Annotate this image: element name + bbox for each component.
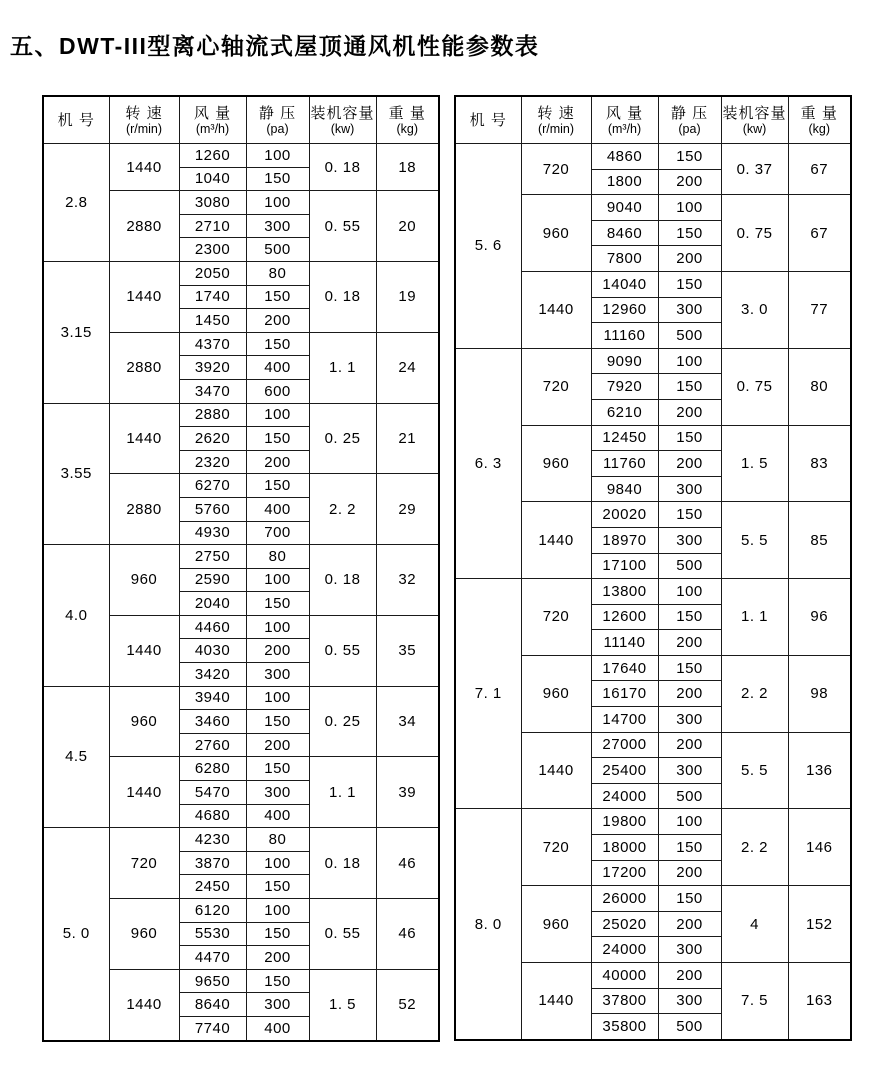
pressure-cell: 200 <box>658 246 721 272</box>
pressure-cell: 80 <box>246 828 309 852</box>
pressure-cell: 100 <box>246 899 309 923</box>
power-cell: 5. 5 <box>721 732 788 809</box>
pressure-cell: 500 <box>658 1014 721 1040</box>
column-header <box>376 96 439 144</box>
pressure-cell: 100 <box>658 809 721 835</box>
airflow-cell: 3080 <box>179 191 246 215</box>
column-unit: (kw) <box>742 121 767 136</box>
column-header <box>721 96 788 144</box>
power-cell: 1. 1 <box>309 757 376 828</box>
airflow-cell: 40000 <box>591 963 658 989</box>
pressure-cell: 400 <box>246 804 309 828</box>
rpm-cell: 960 <box>521 886 591 963</box>
pressure-cell: 100 <box>658 348 721 374</box>
weight-cell: 98 <box>788 655 851 732</box>
rpm-cell: 720 <box>521 809 591 886</box>
pressure-cell: 300 <box>246 993 309 1017</box>
pressure-cell: 200 <box>246 733 309 757</box>
model-cell: 6. 3 <box>455 348 521 578</box>
airflow-cell: 4930 <box>179 521 246 545</box>
power-cell: 0. 55 <box>309 899 376 970</box>
rpm-cell: 720 <box>521 348 591 425</box>
table-row <box>43 828 439 852</box>
airflow-cell: 24000 <box>591 783 658 809</box>
airflow-cell: 2590 <box>179 568 246 592</box>
column-label: 重 量 <box>388 104 426 122</box>
airflow-cell: 16170 <box>591 681 658 707</box>
pressure-cell: 100 <box>246 615 309 639</box>
rpm-cell: 1440 <box>109 144 179 191</box>
airflow-cell: 2040 <box>179 592 246 616</box>
pressure-cell: 80 <box>246 261 309 285</box>
table-row <box>43 144 439 168</box>
power-cell: 0. 18 <box>309 261 376 332</box>
table-row <box>455 579 851 605</box>
pressure-cell: 150 <box>246 757 309 781</box>
weight-cell: 46 <box>376 899 439 970</box>
airflow-cell: 4030 <box>179 639 246 663</box>
airflow-cell: 9650 <box>179 969 246 993</box>
column-label: 装机容量 <box>310 104 375 122</box>
airflow-cell: 4230 <box>179 828 246 852</box>
column-unit: (kg) <box>396 121 419 136</box>
rpm-cell: 960 <box>109 899 179 970</box>
table-body <box>43 144 439 1041</box>
column-header <box>179 96 246 144</box>
rpm-cell: 1440 <box>109 615 179 686</box>
weight-cell: 163 <box>788 963 851 1040</box>
column-label: 风 量 <box>605 104 644 122</box>
airflow-cell: 3920 <box>179 356 246 380</box>
column-unit: (m³/h) <box>195 121 230 136</box>
pressure-cell: 100 <box>246 851 309 875</box>
power-cell: 3. 0 <box>721 271 788 348</box>
power-cell: 0. 25 <box>309 686 376 757</box>
airflow-cell: 5530 <box>179 922 246 946</box>
airflow-cell: 13800 <box>591 579 658 605</box>
pressure-cell: 150 <box>658 144 721 170</box>
airflow-cell: 9840 <box>591 476 658 502</box>
pressure-cell: 300 <box>658 988 721 1014</box>
power-cell: 2. 2 <box>721 655 788 732</box>
airflow-cell: 14040 <box>591 271 658 297</box>
weight-cell: 39 <box>376 757 439 828</box>
weight-cell: 152 <box>788 886 851 963</box>
airflow-cell: 19800 <box>591 809 658 835</box>
weight-cell: 83 <box>788 425 851 502</box>
pressure-cell: 100 <box>246 191 309 215</box>
pressure-cell: 150 <box>246 427 309 451</box>
pressure-cell: 400 <box>246 356 309 380</box>
weight-cell: 19 <box>376 261 439 332</box>
rpm-cell: 1440 <box>109 757 179 828</box>
weight-cell: 146 <box>788 809 851 886</box>
weight-cell: 77 <box>788 271 851 348</box>
table-body <box>455 144 851 1040</box>
pressure-cell: 150 <box>246 969 309 993</box>
pressure-cell: 100 <box>246 686 309 710</box>
column-unit: (kg) <box>808 121 831 136</box>
airflow-cell: 8460 <box>591 220 658 246</box>
table-row <box>455 809 851 835</box>
column-unit: (pa) <box>678 121 701 136</box>
airflow-cell: 2620 <box>179 427 246 451</box>
column-header <box>658 96 721 144</box>
column-label: 重 量 <box>800 104 838 122</box>
table-row <box>43 545 439 569</box>
column-label: 机 号 <box>57 111 95 129</box>
rpm-cell: 1440 <box>521 271 591 348</box>
column-label: 静 压 <box>670 104 709 122</box>
column-header <box>109 96 179 144</box>
weight-cell: 21 <box>376 403 439 474</box>
column-label: 机 号 <box>469 111 507 129</box>
table-row <box>455 144 851 170</box>
pressure-cell: 150 <box>658 425 721 451</box>
table-row <box>455 348 851 374</box>
column-header <box>43 96 109 144</box>
airflow-cell: 1450 <box>179 309 246 333</box>
airflow-cell: 2760 <box>179 733 246 757</box>
pressure-cell: 500 <box>658 783 721 809</box>
table-header <box>455 96 851 144</box>
pressure-cell: 500 <box>658 323 721 349</box>
airflow-cell: 3940 <box>179 686 246 710</box>
model-cell: 8. 0 <box>455 809 521 1040</box>
column-unit: (m³/h) <box>607 121 642 136</box>
weight-cell: 35 <box>376 615 439 686</box>
power-cell: 2. 2 <box>721 809 788 886</box>
airflow-cell: 7920 <box>591 374 658 400</box>
airflow-cell: 7740 <box>179 1016 246 1040</box>
rpm-cell: 1440 <box>521 502 591 579</box>
airflow-cell: 17100 <box>591 553 658 579</box>
airflow-cell: 2320 <box>179 450 246 474</box>
pressure-cell: 200 <box>658 169 721 195</box>
pressure-cell: 400 <box>246 497 309 521</box>
airflow-cell: 6210 <box>591 399 658 425</box>
rpm-cell: 720 <box>521 144 591 195</box>
pressure-cell: 200 <box>658 963 721 989</box>
column-header <box>521 96 591 144</box>
power-cell: 4 <box>721 886 788 963</box>
pressure-cell: 400 <box>246 1016 309 1040</box>
pressure-cell: 700 <box>246 521 309 545</box>
pressure-cell: 300 <box>246 214 309 238</box>
pressure-cell: 150 <box>658 271 721 297</box>
pressure-cell: 200 <box>658 451 721 477</box>
pressure-cell: 150 <box>658 502 721 528</box>
model-cell: 5. 6 <box>455 144 521 349</box>
column-header <box>455 96 521 144</box>
pressure-cell: 150 <box>246 285 309 309</box>
column-header <box>591 96 658 144</box>
airflow-cell: 2300 <box>179 238 246 262</box>
pressure-cell: 200 <box>658 681 721 707</box>
airflow-cell: 12450 <box>591 425 658 451</box>
weight-cell: 80 <box>788 348 851 425</box>
rpm-cell: 960 <box>521 655 591 732</box>
airflow-cell: 11140 <box>591 630 658 656</box>
airflow-cell: 18000 <box>591 835 658 861</box>
pressure-cell: 300 <box>658 527 721 553</box>
power-cell: 0. 75 <box>721 348 788 425</box>
pressure-cell: 300 <box>658 476 721 502</box>
airflow-cell: 4470 <box>179 946 246 970</box>
airflow-cell: 11760 <box>591 451 658 477</box>
pressure-cell: 200 <box>246 450 309 474</box>
airflow-cell: 25020 <box>591 911 658 937</box>
pressure-cell: 100 <box>246 568 309 592</box>
weight-cell: 67 <box>788 144 851 195</box>
rpm-cell: 960 <box>109 545 179 616</box>
pressure-cell: 500 <box>246 238 309 262</box>
airflow-cell: 18970 <box>591 527 658 553</box>
power-cell: 1. 1 <box>721 579 788 656</box>
airflow-cell: 26000 <box>591 886 658 912</box>
pressure-cell: 150 <box>246 875 309 899</box>
pressure-cell: 150 <box>246 167 309 191</box>
column-unit: (kw) <box>330 121 355 136</box>
pressure-cell: 100 <box>658 579 721 605</box>
airflow-cell: 4460 <box>179 615 246 639</box>
airflow-cell: 5760 <box>179 497 246 521</box>
pressure-cell: 150 <box>658 220 721 246</box>
rpm-cell: 1440 <box>521 732 591 809</box>
airflow-cell: 6270 <box>179 474 246 498</box>
power-cell: 0. 18 <box>309 828 376 899</box>
model-cell: 3.15 <box>43 261 109 403</box>
airflow-cell: 2880 <box>179 403 246 427</box>
airflow-cell: 6280 <box>179 757 246 781</box>
weight-cell: 136 <box>788 732 851 809</box>
airflow-cell: 8640 <box>179 993 246 1017</box>
airflow-cell: 20020 <box>591 502 658 528</box>
airflow-cell: 12960 <box>591 297 658 323</box>
rpm-cell: 720 <box>109 828 179 899</box>
power-cell: 0. 75 <box>721 195 788 272</box>
power-cell: 0. 18 <box>309 545 376 616</box>
pressure-cell: 300 <box>658 758 721 784</box>
column-header <box>246 96 309 144</box>
rpm-cell: 960 <box>109 686 179 757</box>
rpm-cell: 1440 <box>109 403 179 474</box>
weight-cell: 20 <box>376 191 439 262</box>
pressure-cell: 150 <box>658 655 721 681</box>
airflow-cell: 14700 <box>591 707 658 733</box>
airflow-cell: 1040 <box>179 167 246 191</box>
power-cell: 5. 5 <box>721 502 788 579</box>
pressure-cell: 100 <box>246 403 309 427</box>
airflow-cell: 4370 <box>179 332 246 356</box>
airflow-cell: 12600 <box>591 604 658 630</box>
pressure-cell: 100 <box>658 195 721 221</box>
pressure-cell: 300 <box>246 781 309 805</box>
header-row <box>43 96 439 144</box>
column-header <box>788 96 851 144</box>
table-row <box>43 686 439 710</box>
weight-cell: 96 <box>788 579 851 656</box>
model-cell: 5. 0 <box>43 828 109 1041</box>
table-header <box>43 96 439 144</box>
weight-cell: 46 <box>376 828 439 899</box>
airflow-cell: 9040 <box>591 195 658 221</box>
airflow-cell: 1740 <box>179 285 246 309</box>
pressure-cell: 200 <box>658 911 721 937</box>
airflow-cell: 3870 <box>179 851 246 875</box>
pressure-cell: 300 <box>658 707 721 733</box>
airflow-cell: 3470 <box>179 379 246 403</box>
power-cell: 2. 2 <box>309 474 376 545</box>
airflow-cell: 1260 <box>179 144 246 168</box>
rpm-cell: 2880 <box>109 332 179 403</box>
column-label: 转 速 <box>537 104 575 122</box>
weight-cell: 34 <box>376 686 439 757</box>
airflow-cell: 2710 <box>179 214 246 238</box>
column-unit: (r/min) <box>125 121 163 136</box>
pressure-cell: 150 <box>246 332 309 356</box>
rpm-cell: 2880 <box>109 191 179 262</box>
airflow-cell: 25400 <box>591 758 658 784</box>
rpm-cell: 1440 <box>521 963 591 1040</box>
pressure-cell: 600 <box>246 379 309 403</box>
table-row <box>43 261 439 285</box>
pressure-cell: 150 <box>658 835 721 861</box>
rpm-cell: 2880 <box>109 474 179 545</box>
power-cell: 1. 5 <box>721 425 788 502</box>
weight-cell: 24 <box>376 332 439 403</box>
column-label: 风 量 <box>193 104 232 122</box>
power-cell: 7. 5 <box>721 963 788 1040</box>
airflow-cell: 5470 <box>179 781 246 805</box>
pressure-cell: 200 <box>658 630 721 656</box>
pressure-cell: 80 <box>246 545 309 569</box>
pressure-cell: 150 <box>658 886 721 912</box>
weight-cell: 29 <box>376 474 439 545</box>
airflow-cell: 4680 <box>179 804 246 828</box>
rpm-cell: 1440 <box>109 969 179 1040</box>
power-cell: 1. 5 <box>309 969 376 1040</box>
column-unit: (pa) <box>266 121 289 136</box>
power-cell: 1. 1 <box>309 332 376 403</box>
airflow-cell: 35800 <box>591 1014 658 1040</box>
airflow-cell: 3460 <box>179 710 246 734</box>
pressure-cell: 150 <box>658 604 721 630</box>
performance-table-right <box>454 95 852 1041</box>
airflow-cell: 4860 <box>591 144 658 170</box>
table-row <box>43 403 439 427</box>
model-cell: 4.5 <box>43 686 109 828</box>
pressure-cell: 150 <box>246 474 309 498</box>
airflow-cell: 2050 <box>179 261 246 285</box>
pressure-cell: 200 <box>658 399 721 425</box>
power-cell: 0. 25 <box>309 403 376 474</box>
column-label: 转 速 <box>125 104 163 122</box>
column-header <box>309 96 376 144</box>
column-label: 装机容量 <box>722 104 787 122</box>
weight-cell: 18 <box>376 144 439 191</box>
column-unit: (r/min) <box>537 121 575 136</box>
rpm-cell: 1440 <box>109 261 179 332</box>
airflow-cell: 17640 <box>591 655 658 681</box>
weight-cell: 67 <box>788 195 851 272</box>
airflow-cell: 11160 <box>591 323 658 349</box>
airflow-cell: 24000 <box>591 937 658 963</box>
pressure-cell: 100 <box>246 144 309 168</box>
airflow-cell: 7800 <box>591 246 658 272</box>
weight-cell: 52 <box>376 969 439 1040</box>
airflow-cell: 2750 <box>179 545 246 569</box>
performance-table-left <box>42 95 440 1042</box>
pressure-cell: 200 <box>246 946 309 970</box>
pressure-cell: 300 <box>658 937 721 963</box>
power-cell: 0. 18 <box>309 144 376 191</box>
airflow-cell: 1800 <box>591 169 658 195</box>
airflow-cell: 3420 <box>179 663 246 687</box>
model-cell: 4.0 <box>43 545 109 687</box>
pressure-cell: 500 <box>658 553 721 579</box>
pressure-cell: 150 <box>246 710 309 734</box>
page-title: 五、DWT-III型离心轴流式屋顶通风机性能参数表 <box>10 33 540 59</box>
power-cell: 0. 55 <box>309 615 376 686</box>
airflow-cell: 27000 <box>591 732 658 758</box>
airflow-cell: 6120 <box>179 899 246 923</box>
pressure-cell: 200 <box>658 860 721 886</box>
pressure-cell: 200 <box>246 309 309 333</box>
model-cell: 7. 1 <box>455 579 521 809</box>
pressure-cell: 300 <box>246 663 309 687</box>
pressure-cell: 200 <box>658 732 721 758</box>
airflow-cell: 17200 <box>591 860 658 886</box>
pressure-cell: 200 <box>246 639 309 663</box>
pressure-cell: 300 <box>658 297 721 323</box>
weight-cell: 32 <box>376 545 439 616</box>
rpm-cell: 960 <box>521 195 591 272</box>
header-row <box>455 96 851 144</box>
model-cell: 3.55 <box>43 403 109 545</box>
rpm-cell: 960 <box>521 425 591 502</box>
model-cell: 2.8 <box>43 144 109 262</box>
airflow-cell: 37800 <box>591 988 658 1014</box>
weight-cell: 85 <box>788 502 851 579</box>
column-label: 静 压 <box>258 104 297 122</box>
tables-container <box>42 95 852 1042</box>
power-cell: 0. 37 <box>721 144 788 195</box>
airflow-cell: 9090 <box>591 348 658 374</box>
pressure-cell: 150 <box>658 374 721 400</box>
pressure-cell: 150 <box>246 922 309 946</box>
rpm-cell: 720 <box>521 579 591 656</box>
power-cell: 0. 55 <box>309 191 376 262</box>
airflow-cell: 2450 <box>179 875 246 899</box>
pressure-cell: 150 <box>246 592 309 616</box>
